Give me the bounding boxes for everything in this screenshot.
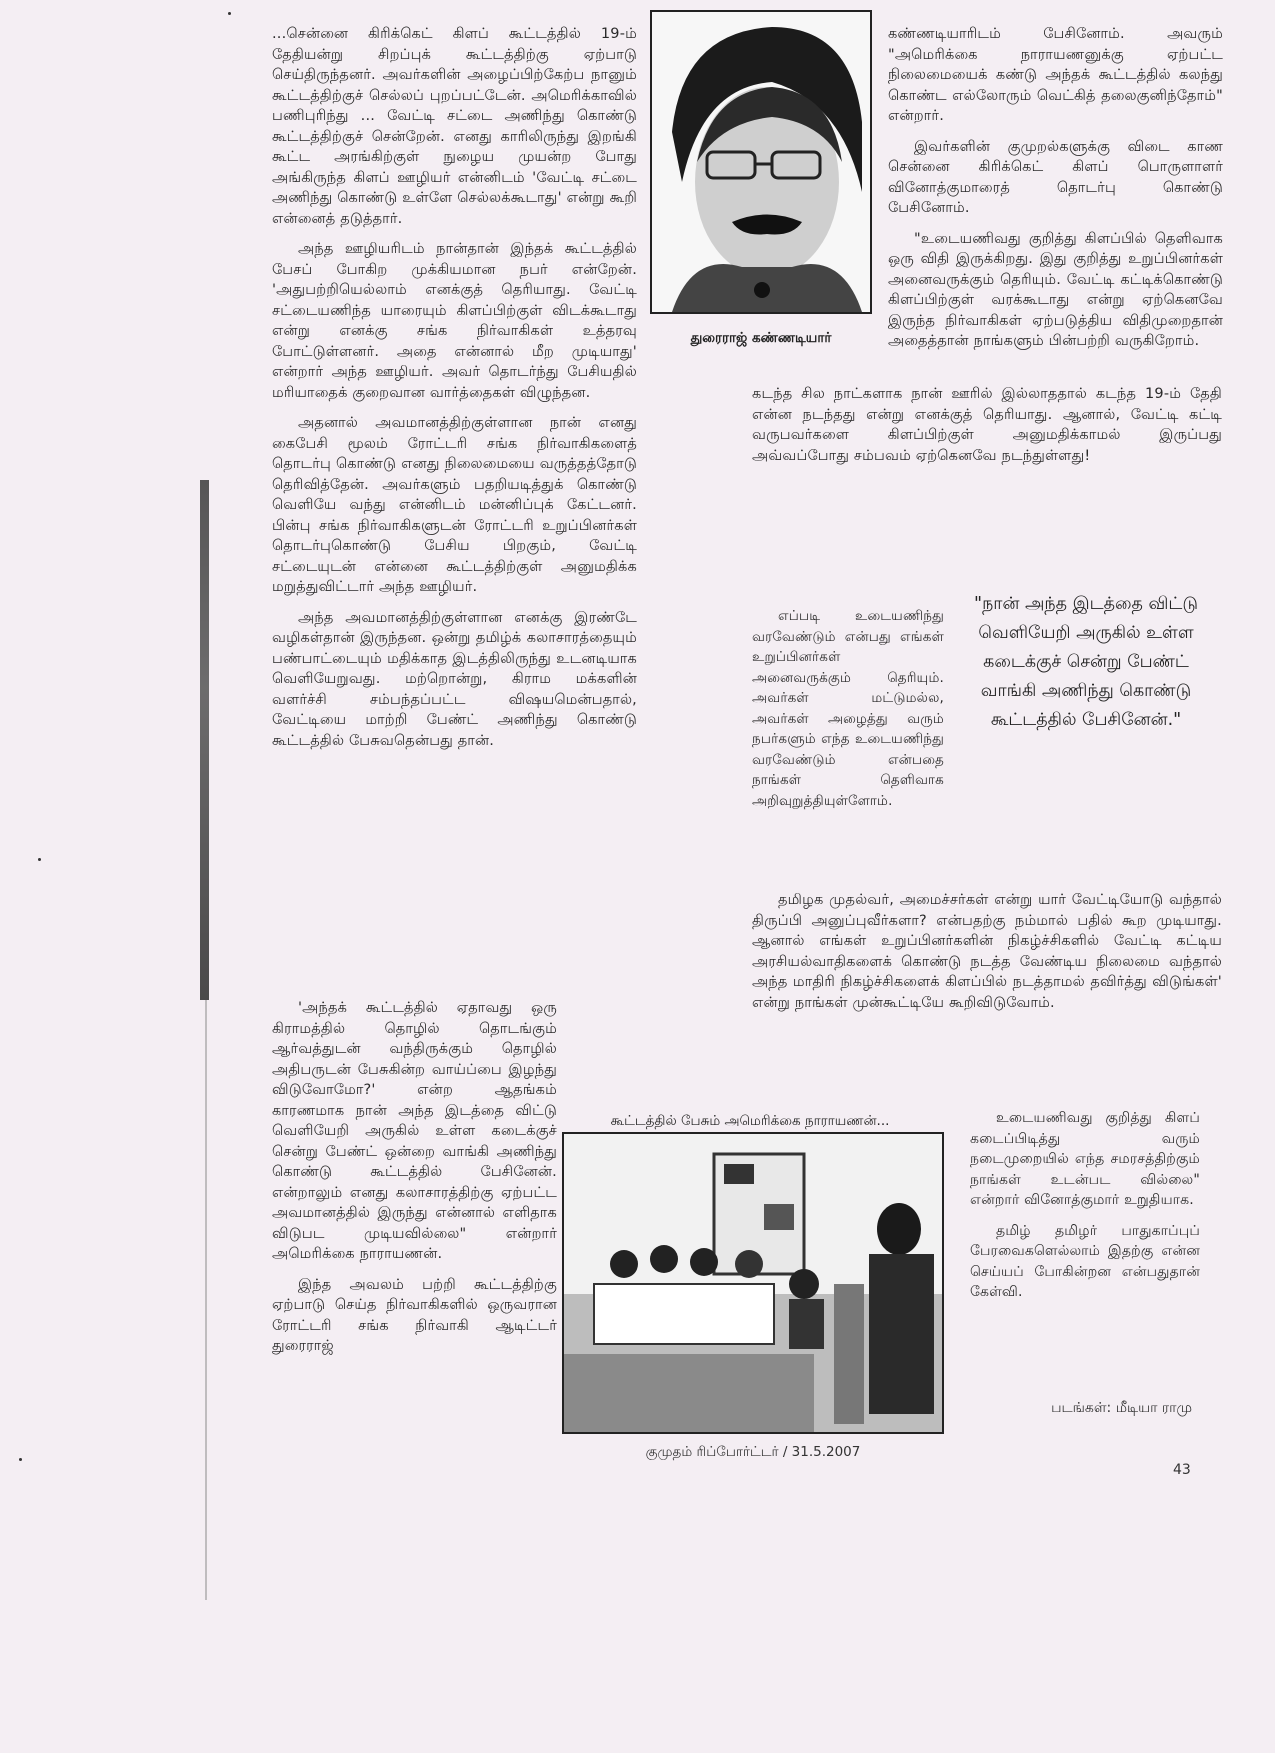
scan-speck — [228, 12, 231, 15]
paragraph: ...சென்னை கிரிக்கெட் கிளப் கூட்டத்தில் 19-ம் தேதியன்று சிறப்புக் கூட்டத்திற்கு ஏற்பாடு செய்திருந்தனர். அவர்களின் அழைப்பிற்கேற்ப நானும் கூட்டத்திற்குச் செல்லப் புறப்பட்டேன். அமெரிக்காவில் பணிபுரிந்து ... வேட்டி சட்டை அணிந்து கொண்டு கூட்டத்திற்குச் சென்றேன். எனது காரிலிருந்து இறங்கி கூட்ட அரங்கிற்குள் நுழைய முயன்ற போது அங்கிருந்த கிளப் ஊழியர் என்னிடம் 'வேட்டி சட்டை அணிந்து கொண்டு உள்ளே செல்லக்கூடாது' என்று கூறி என்னைத் தடுத்தார். — [272, 26, 637, 227]
paragraph: தமிழக முதல்வர், அமைச்சர்கள் என்று யார் வேட்டியோடு வந்தால் திருப்பி அனுப்புவீர்களா? என்பதற்கு நம்மால் பதில் கூற முடியாது. ஆனால் எங்கள் உறுப்பினர்களின் நிகழ்ச்சிகளில் வேட்டி கட்டிய அரசியல்வாதிகளைக் கொண்டு நடத்த வேண்டிய நிலைமை வந்தால் அந்த மாதிரி நிகழ்ச்சிகளைக் கிளப்பில் நடத்தாமல் தவிர்த்து விடுங்கள்' என்று நாங்கள் முன்கூட்டியே கூறிவிடுவோம். — [752, 892, 1222, 1011]
portrait-photo — [650, 10, 872, 314]
paragraph: 'அந்தக் கூட்டத்தில் ஏதாவது ஒரு கிராமத்தில் தொழில் தொடங்கும் ஆர்வத்துடன் வந்திருக்கும் தொழில் அதிபருடன் பேசுகின்ற வாய்ப்பை இழந்து விடுவோமோ?' என்ற ஆதங்கம் காரணமாக நான் அந்த இடத்தை விட்டு வெளியேறி அருகில் உள்ள கடைக்குச் சென்று பேண்ட் ஒன்றை வாங்கி அணிந்து கொண்டு கூட்டத்தில் பேசினேன். என்றாலும் எனது கலாசாரத்திற்கு ஏற்பட்ட அவமானத்தில் இருந்து என்னால் எளிதாக விடுபட முடியவில்லை" என்றார் அமெரிக்கை நாராயணன். — [272, 1000, 557, 1262]
paragraph: அதனால் அவமானத்திற்குள்ளான நான் எனது கைபேசி மூலம் ரோட்டரி சங்க நிர்வாகிகளைத் தொடர்பு கொண்டு எனது நிலைமையை வருத்தத்தோடு தெரிவித்தேன். அவர்களும் பதறியடித்துக் கொண்டு வெளியே வந்து என்னிடம் மன்னிப்புக் கேட்டனர். பின்பு சங்க நிர்வாகிகளுடன் ரோட்டரி உறுப்பினர்கள் தொடர்புகொண்டு பேசிய பிறகும், வேட்டி சட்டையுடன் என்னை கூட்டத்திற்குள் அனுமதிக்க மறுத்துவிட்டார் அந்த ஊழியர். — [272, 415, 637, 595]
article-column-left — [272, 24, 637, 761]
paragraph: தமிழ் தமிழர் பாதுகாப்புப் பேரவைகளெல்லாம் இதற்கு என்ன செய்யப் போகின்றன என்பதுதான் கேள்வி. — [970, 1222, 1200, 1300]
meeting-photo-image — [564, 1134, 942, 1432]
article-column-right-mid — [752, 890, 1222, 1023]
photo-credit: படங்கள்: மீடியா ராமு — [1051, 1400, 1192, 1416]
group-photo-caption: கூட்டத்தில் பேசும் அமெரிக்கை நாராயணன்... — [610, 1113, 890, 1129]
paragraph: "உடையணிவது குறித்து கிளப்பில் தெளிவாக ஒரு விதி இருக்கிறது. இது குறித்து உறுப்பினர்கள் அனைவருக்கும் தெரியும். வேட்டி கட்டிக்கொண்டு கிளப்பிற்குள் வரக்கூடாது என்று ஏற்கெனவே இருந்த நிர்வாகிகள் ஏற்படுத்திய விதிமுறைதான் அதைத்தான் நாங்களும் பின்பற்றி வருகிறோம். — [888, 230, 1223, 349]
article-column-right-wide — [752, 384, 1222, 476]
paragraph: கடந்த சில நாட்களாக நான் ஊரில் இல்லாததால் கடந்த 19-ம் தேதி என்ன நடந்தது என்று எனக்குத் தெரியாது. ஆனால், வேட்டி கட்டி வருபவர்களை கிளப்பிற்குள் அனுமதிக்காமல் இருப்பது அவ்வப்போது சம்பவம் ஏற்கெனவே நடந்துள்ளது! — [752, 386, 1222, 464]
article-column-left-lower — [272, 998, 557, 1367]
portrait-caption: துரைராஜ் கண்ணடியார் — [690, 330, 832, 346]
article-column-middle-narrow — [752, 606, 944, 821]
group-photo — [562, 1132, 944, 1434]
article-column-right-bottom — [970, 1108, 1200, 1313]
pull-quote: "நான் அந்த இடத்தை விட்டு வெளியேறி அருகில் உள்ள கடைக்குச் சென்று பேண்ட் வாங்கி அணிந்து கொண்டு கூட்டத்தில் பேசினேன்." — [974, 594, 1198, 730]
portrait-image — [652, 12, 870, 312]
scan-edge-mark — [200, 480, 209, 1000]
paragraph: அந்த ஊழியரிடம் நான்தான் இந்தக் கூட்டத்தில் பேசப் போகிற முக்கியமான நபர் என்றேன். 'அதுபற்றியெல்லாம் எனக்குத் தெரியாது. வேட்டி சட்டையணிந்த யாரையும் கிளப்பிற்குள் விடக்கூடாது என்று எனக்கு சங்க நிர்வாகிகள் உத்தரவு போட்டுள்ளனர். அதை என்னால் மீற முடியாது' என்றார் அந்த ஊழியர். அவர் தொடர்ந்து பேசியதில் மரியாதைக் குறைவான வார்த்தைகள் விழுந்தன. — [272, 241, 637, 401]
scan-speck — [19, 1458, 22, 1461]
page-number: 43 — [1173, 1462, 1191, 1478]
scan-edge-line — [205, 1000, 207, 1600]
article-column-right-top — [888, 24, 1223, 362]
scan-speck — [38, 858, 41, 861]
source-line: குமுதம் ரிப்போர்ட்டர் / 31.5.2007 — [645, 1444, 861, 1460]
paragraph: அந்த அவமானத்திற்குள்ளான எனக்கு இரண்டே வழிகள்தான் இருந்தன. ஒன்று தமிழ்க் கலாசாரத்தையும் பண்பாட்டையும் மதிக்காத இடத்திலிருந்து உடனடியாக வெளியேறுவது. மற்றொன்று, கிராம மக்களின் வளர்ச்சி சம்பந்தப்பட்ட விஷயமென்பதால், வேட்டியை மாற்றி பேண்ட் அணிந்து கொண்டு கூட்டத்தில் பேசுவதென்பது தான். — [272, 609, 637, 749]
paragraph: இந்த அவலம் பற்றி கூட்டத்திற்கு ஏற்பாடு செய்த நிர்வாகிகளில் ஒருவரான ரோட்டரி சங்க நிர்வாகி ஆடிட்டர் துரைராஜ் — [272, 1276, 557, 1354]
paragraph: எப்படி உடையணிந்து வரவேண்டும் என்பது எங்கள் உறுப்பினர்கள் அனைவருக்கும் தெரியும். அவர்கள் மட்டுமல்ல, அவர்கள் அழைத்து வரும் நபர்களும் எந்த உடையணிந்து வரவேண்டும் என்பதை நாங்கள் தெளிவாக அறிவுறுத்தியுள்ளோம். — [752, 608, 944, 809]
paragraph: கண்ணடியாரிடம் பேசினோம். அவரும் "அமெரிக்கை நாராயணனுக்கு ஏற்பட்ட நிலைமையைக் கண்டு அந்தக் கூட்டத்தில் கலந்து கொண்ட எல்லோரும் வெட்கித் தலைகுனிந்தோம்" என்றார். — [888, 26, 1223, 124]
paragraph: உடையணிவது குறித்து கிளப் கடைப்பிடித்து வரும் நடைமுறையில் எந்த சமரசத்திற்கும் நாங்கள் உடன்பட வில்லை" என்றார் வினோத்குமார் உறுதியாக. — [970, 1110, 1200, 1208]
paragraph: இவர்களின் குமுறல்களுக்கு விடை காண சென்னை கிரிக்கெட் கிளப் பொருளாளர் வினோத்குமாரைத் தொடர்பு கொண்டு பேசினோம். — [888, 138, 1223, 216]
